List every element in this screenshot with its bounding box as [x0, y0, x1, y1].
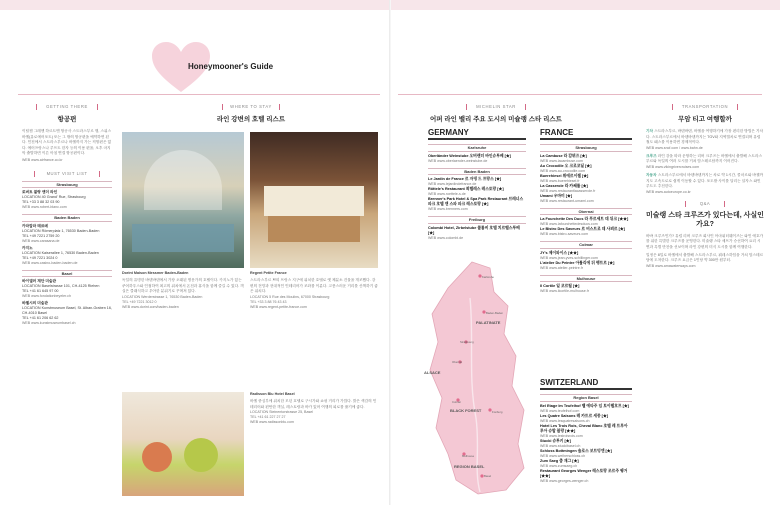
column-where-to-stay [122, 104, 380, 129]
place-location: LOCATION Baselstrasse 101, CH-4125 Riehen [22, 284, 100, 289]
restaurant-name: Schloss Bottmingen 슐로스 보트밍엔 [★] [540, 448, 612, 453]
map-town-label: Strasbourg [460, 340, 474, 344]
column-getting-there [22, 104, 112, 328]
place-web[interactable]: WEB www.carasana.de [22, 238, 60, 243]
restaurant-name: La Casserole 라 카쎄롤 [★] [540, 183, 588, 188]
city-heading: Basel [22, 270, 112, 278]
restaurant-item [540, 439, 632, 449]
list-item [22, 279, 112, 299]
michelin-france [540, 128, 632, 294]
getting-there-title: 항공편 [57, 116, 77, 123]
qa-heading: Q&A [685, 201, 725, 207]
restaurant-name: Bel Etage Im Teufelhof 벨 에타주 임 토이펠호프 [★] [540, 403, 629, 408]
restaurant-item [540, 217, 632, 227]
hotel-photo-regent [250, 132, 378, 268]
restaurant-web[interactable]: WEB www.stuckibasel.ch [540, 443, 581, 448]
place-web[interactable]: WEB www.robert-blanc.com [22, 205, 67, 210]
city-heading: Strasbourg [540, 144, 632, 152]
place-name: 바젤시의 미술관 [22, 301, 48, 306]
city-heading: Baden Baden [22, 214, 112, 222]
map-town-label: Obernai [452, 360, 462, 364]
map-town-label: Mulhouse [462, 454, 475, 458]
map-region-label: BLACK FOREST [450, 408, 482, 413]
restaurant-web[interactable]: WEB www.restaurant-umami.com [540, 198, 594, 203]
column-transportation [646, 104, 764, 269]
transport-item [646, 173, 764, 195]
restaurant-name: Umami 우마미 [★] [540, 193, 573, 198]
place-location: LOCATION Kaiserallee 1, 76530 Baden-Baden [22, 250, 99, 255]
restaurant-name: Colombi Hotel, Zirbelstube 콜롬비 호텔 치르벨스투베 [★] [428, 225, 520, 235]
restaurant-web[interactable]: WEB www.brenners.com [428, 207, 468, 211]
restaurant-web[interactable]: WEB www.buerehiesel.fr [540, 178, 580, 183]
map-town-label: Colmar [452, 400, 462, 404]
map-region-label: ALSACE [424, 370, 441, 375]
getting-there-body: 이틸젬 그레헨 하르트맨 항공사 스트라스부르 행, 스위스 바젤(유로에어포트) 또는 그 밖의 항공편을 예약하면 된다. 인천에서 스트라스부르나 바젤까지 가는 직항편은 없다. 에어프랑스나 루프트 한자 등의 이용 편을, 오후 마지막 출발하면 이른 아침 연결 항공편이다. [22, 129, 112, 156]
restaurant-name: Brenner's Park Hotel & Spa Park Restaurant 브레너스 파크 호텔 앤 스파 파크 레스토랑 [★] [428, 197, 524, 206]
transport-label: 자동차 [646, 172, 658, 177]
transport-label: 크루즈 [646, 153, 658, 158]
restaurant-name: Hotel Les Trois Rois, Cheval Blanc 호텔 레 트루아 루아 슈발 블랑 [★★] [540, 423, 628, 433]
restaurant-web[interactable]: WEB www.roettele-s.de [428, 192, 466, 196]
hotel-entry-regent [250, 271, 378, 310]
city-heading: Colmar [540, 241, 632, 249]
place-tel: TEL +41 61 645 97 00 [22, 289, 59, 294]
hotel-contact [250, 295, 378, 310]
city-heading: Karlsruhe [428, 144, 526, 152]
must-visit-list [22, 181, 112, 327]
city-heading: Baden Baden [428, 168, 526, 176]
restaurant-name: JY's 제이와이스 [★★] [540, 250, 579, 255]
country-name: GERMANY [428, 128, 526, 140]
restaurant-name: Röttele's Restaurant 뢰텔레스 레스토랑 [★] [428, 187, 504, 191]
transport-body: 라인 강을 따라 운항하는 리버 크루즈는 바젤에서 출발해 스트라스부르와 독일의 여러 도시를 거쳐 암스테르담까지 이어진다. [646, 153, 763, 164]
column-michelin [398, 104, 594, 129]
michelin-title: 어퍼 라인 밸리 주요 도시의 미슐랭 스타 리스트 [430, 116, 562, 123]
transport-body: 스트라스부르에서 바덴바덴까지는 차로 약 1시간, 콜마르와 바젤까지도 고속도로로 쉽게 이동할 수 있다. 포도밭 사이를 달리는 알자스 와인 루트도 추천한다. [646, 172, 764, 189]
qa-body-2: 일정은 8일로 바젤에서 출발해 스트라스부르, 뤼데스하임을 거쳐 암스테르담에 도착한다. 크루즈 요금은 1인당 약 300만 원부터. [646, 252, 764, 263]
list-item [22, 190, 112, 210]
restaurant-web[interactable]: WEB www.lacambuse.com [540, 158, 583, 163]
restaurant-web[interactable]: WEB www.zumsaeg.ch [540, 463, 578, 468]
restaurant-name: Le Jardin de France 르 자댕 드 프랑스 [★] [428, 177, 502, 181]
restaurant-name: Buerehiesel 뷔에르이젤 [★] [540, 173, 589, 178]
restaurant-item [540, 261, 632, 271]
place-location: LOCATION Kunstmuseum Basel, St. Alban-Graben 16, CH-4010 Basel [22, 306, 112, 316]
restaurant-name: Stucki 슈투키 [★] [540, 438, 571, 443]
header-rule-left [18, 94, 380, 95]
restaurant-name: Le Bistro Des Saveurs 르 비스트로 데 사뵈르 [★] [540, 227, 625, 231]
restaurant-item [540, 449, 632, 459]
restaurant-item [540, 424, 632, 439]
hotel-entry-dorint [122, 271, 244, 310]
restaurant-web[interactable]: WEB www.weiherschloss.ch [540, 453, 586, 458]
restaurant-web[interactable]: WEB www.bistro-saveurs.com [540, 232, 589, 236]
transportation-title: 무암 티고 여행할까 [678, 116, 732, 123]
city-heading: Region Basel [540, 394, 632, 402]
restaurant-item [540, 184, 632, 194]
restaurant-item [540, 154, 632, 164]
restaurant-name: La Cambuse 라 캄뷔즈 [★] [540, 153, 587, 158]
place-tel: TEL +49 7221 2759 20 [22, 233, 60, 238]
place-name: 카지노 [22, 245, 33, 250]
hotel-contact [250, 410, 378, 425]
hotel-description: 독일의 유명한 바덴바덴에서 가장 오래된 명문가의 호텔이다. 카지노가 있는 쿠어하우스와 인접하여 최고의 위치에서 온천과 휴식을 함께 즐길 수 있다. 객실은 클래식하고 우아한 분위기로 꾸며져 있다. [122, 278, 244, 294]
restaurant-web[interactable]: WEB www.teufelhof.com [540, 408, 580, 413]
list-item [22, 224, 112, 244]
map-town-label: Basel [484, 474, 491, 478]
restaurant-name: La Fourchette Des Ducs 라 푸르셰트 데 뒤크 [★★] [540, 217, 629, 221]
getting-there-web[interactable]: WEB www.airfrance.co.kr [22, 157, 63, 162]
restaurant-item [540, 227, 632, 237]
where-to-stay-title: 라인 강변의 호텔 리스트 [216, 116, 286, 123]
restaurant-item [428, 154, 526, 164]
guide-title: Honeymooner's Guide [188, 62, 274, 71]
place-web[interactable]: WEB www.kunstmuseumbasel.ch [22, 321, 76, 326]
hotel-tel: TEL +33 3 88 76 43 43 [250, 299, 287, 304]
restaurant-name: Restaurant Georges Wenger 레스토랑 조르주 웽거 [★★] [540, 468, 628, 478]
restaurant-item [428, 226, 526, 241]
restaurant-item [428, 197, 526, 212]
map-town-label: Karlsruhe [482, 275, 494, 279]
restaurant-name: Il Cortile 일 코르틸 [★] [540, 284, 580, 288]
restaurant-name: L'atelier Du Peintre 아틀리에 뒤 팽트르 [★] [540, 260, 615, 265]
transport-web[interactable]: WEB www.sncf.com / www.bahn.de [646, 145, 703, 150]
getting-there-heading: GETTING THERE [36, 104, 98, 110]
list-item [22, 301, 112, 326]
hotel-description: 스트라스부르 쁘띠 프랑스 지구에 위치한 호텔로 옛 제분소 건물을 개조했다. 강변의 전망과 현대적인 인테리어가 조화를 이룬다. 고풍스러운 거리를 산책하기 좋은 위치다. [250, 278, 378, 294]
map-town-label: Baden-Baden [486, 311, 504, 315]
restaurant-item [428, 177, 526, 187]
michelin-germany [428, 128, 526, 241]
hotel-entry-radisson [250, 392, 378, 425]
region-map [420, 258, 534, 498]
restaurant-item [540, 174, 632, 184]
place-location: LOCATION Römerplatz 1, 76530 Baden-Baden [22, 228, 100, 233]
michelin-switzerland [540, 378, 632, 484]
restaurant-web[interactable]: WEB www.lafourchettedesducs.com [540, 222, 598, 226]
qa-web[interactable]: WEB www.amawaterways.com [646, 263, 696, 268]
place-tel: TEL +33 3 88 32 03 90 [22, 200, 60, 205]
city-heading: Obernai [540, 208, 632, 216]
michelin-heading: MICHELIN STAR [466, 104, 526, 110]
restaurant-web[interactable]: WEB www.ilcortile-mulhouse.fr [540, 289, 589, 293]
city-heading: Strasbourg [22, 181, 112, 189]
restaurant-item [540, 469, 632, 484]
restaurant-item [540, 164, 632, 174]
restaurant-web[interactable]: WEB www.atelier-peintre.fr [540, 265, 583, 270]
restaurant-item [540, 284, 632, 294]
list-item [22, 246, 112, 266]
city-heading: Mulhouse [540, 275, 632, 283]
transport-item [646, 154, 764, 170]
restaurant-item [540, 251, 632, 261]
restaurant-web[interactable]: WEB www.oberlaender-weinstube.de [428, 158, 488, 163]
must-visit-heading: MUST VISIT LIST [34, 171, 100, 177]
restaurant-web[interactable]: WEB www.restaurantlacasserole.fr [540, 188, 596, 193]
hotel-contact [122, 295, 244, 310]
hotel-location: LOCATION Steinentorstrasse 25, Basel [250, 410, 314, 415]
hotel-web[interactable]: WEB www.regent-petite-france.com [250, 304, 307, 309]
place-name: 로버트 블랑 앤더 라인 [22, 190, 58, 195]
restaurant-web[interactable]: WEB www.lejardindefrance.de [428, 182, 477, 186]
transport-body: 스트라스부르, 바덴바덴, 바젤을 여행하기에 가장 편리한 방법은 기차다. 스트라스부르에서 바덴바덴까지는 TGV와 지역열차로 연결되며 유럽 철도 패스를 이용하면 경제적이다. [646, 129, 764, 145]
hotel-web[interactable]: WEB www.dorint.com/baden-baden [122, 304, 179, 309]
where-to-stay-heading: WHERE TO STAY [222, 104, 280, 110]
qa-title: 미술랭 스타 크루즈가 있다는데, 사실인가요? [646, 211, 764, 228]
restaurant-web[interactable]: WEB www.lestroisrois.com [540, 433, 583, 438]
hotel-web[interactable]: WEB www.radissonblu.com [250, 420, 294, 425]
hotel-description: 바젤 중심부에 위치한 모던 호텔로 구시가와 쇼핑 거리가 가깝다. 밝은 색감의 인테리어와 편안한 객실, 레스토랑과 바가 있어 여행의 피로를 풀기에 좋다. [250, 399, 377, 409]
restaurant-web[interactable]: WEB www.jean-yves-schillinger.com [540, 255, 598, 260]
restaurant-name: Les Quatre Saisons 레 카트르 세종 [★] [540, 413, 609, 418]
place-web[interactable]: WEB www.casino-baden-baden.de [22, 260, 78, 265]
hotel-name: Dorint Maison Messmer Baden-Baden [122, 271, 189, 275]
place-location: LOCATION 40 Grand' Rue, Strasbourg [22, 195, 86, 200]
restaurant-web[interactable]: WEB www.colombi.de [428, 235, 464, 240]
country-name: SWITZERLAND [540, 378, 632, 390]
restaurant-web[interactable]: WEB www.lesquatresaisons.ch [540, 418, 590, 423]
hotel-location: LOCATION 5 Rue des Moulins, 67000 Strasbourg [250, 294, 330, 299]
map-region-label: PALATINATE [476, 320, 501, 325]
city-heading: Freiburg [428, 216, 526, 224]
restaurant-item [540, 459, 632, 469]
restaurant-name: Au Crocodile 오 크로코딜 [★] [540, 163, 592, 168]
restaurant-web[interactable]: WEB www.georges-wenger.ch [540, 478, 589, 483]
qa-body: 바바 크루즈인가? 유럽 리버 크루즈 회사인 아마워터웨이즈는 와인 애호가를 위한 특별한 크루즈를 운영한다. 미슐랭 스타 셰프가 승선하여 요리 시연과 특별 만찬을 선보이며 라인 강변의 미식 도시를 함께 여행한다. [646, 233, 764, 249]
hotel-photo-dorint [122, 132, 244, 268]
map-town-label: Freiburg [492, 410, 503, 414]
restaurant-name: Zum Saeg 춤 재그 [★] [540, 458, 579, 463]
transport-web[interactable]: WEB www.vikingrivercruises.com [646, 164, 700, 169]
place-tel: TEL +41 61 206 62 62 [22, 316, 59, 321]
restaurant-item [428, 187, 526, 197]
place-tel: TEL +49 7221 3024 0 [22, 255, 58, 260]
restaurant-item [540, 194, 632, 204]
restaurant-item [540, 414, 632, 424]
hotel-tel: TEL +41 61 227 27 27 [250, 415, 286, 420]
page-fold [389, 0, 391, 505]
restaurant-item [540, 404, 632, 414]
hotel-location: LOCATION Werderstrasse 1, 76530 Baden-Baden [122, 294, 203, 299]
transportation-list [646, 129, 764, 195]
hotel-name: Regent Petite France [250, 271, 287, 275]
country-name: FRANCE [540, 128, 632, 140]
restaurant-web[interactable]: WEB www.au-crocodile.com [540, 168, 586, 173]
transport-label: 기차 [646, 129, 655, 133]
transport-item [646, 129, 764, 151]
hotel-name: Radisson Blu Hotel Basel [250, 392, 295, 396]
restaurant-name: Oberländer Weinstube 오버랜더 바인슈투베 [★] [428, 153, 511, 158]
transport-web[interactable]: WEB www.autoeurope.co.kr [646, 189, 691, 194]
place-web[interactable]: WEB www.fondationbeyeler.ch [22, 294, 71, 299]
hotel-tel: TEL +49 7221 3012 0 [122, 299, 157, 304]
place-name: 카라칼라 테르메 [22, 223, 48, 228]
map-region-label: REGION BASEL [454, 464, 485, 469]
transportation-heading: TRANSPORTATION [672, 104, 738, 110]
hotel-photo-radisson [122, 392, 244, 496]
header-rule-right [398, 94, 762, 95]
place-name: 바이엘러 재단 미술관 [22, 279, 57, 284]
